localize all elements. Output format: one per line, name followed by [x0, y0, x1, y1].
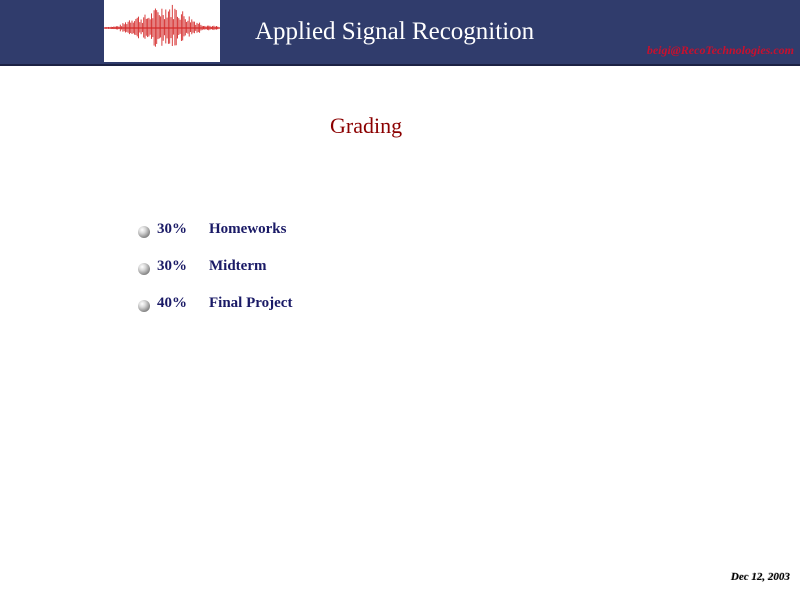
grading-item-midterm: [138, 248, 292, 285]
sphere-bullet-icon: [138, 226, 150, 238]
grading-percent: 40%: [157, 295, 187, 311]
grading-item-final-project: [138, 285, 292, 322]
grading-percent: 30%: [157, 221, 187, 237]
waveform-logo-icon: [104, 0, 220, 62]
footer-date: Dec 12, 2003: [731, 571, 790, 583]
grading-item-homeworks: [138, 211, 292, 248]
sphere-bullet-icon: [138, 263, 150, 275]
grading-percent: 30%: [157, 258, 187, 274]
grading-list: [138, 211, 292, 322]
header-banner: [0, 0, 800, 66]
grading-label: Homeworks: [209, 221, 287, 237]
grading-label: Midterm: [209, 258, 267, 274]
sphere-bullet-icon: [138, 300, 150, 312]
logo: [104, 0, 220, 62]
header-email: beigi@RecoTechnologies.com: [646, 43, 794, 57]
header-title: Applied Signal Recognition: [255, 18, 535, 45]
grading-label: Final Project: [209, 295, 293, 311]
slide-title: Grading: [330, 113, 403, 138]
